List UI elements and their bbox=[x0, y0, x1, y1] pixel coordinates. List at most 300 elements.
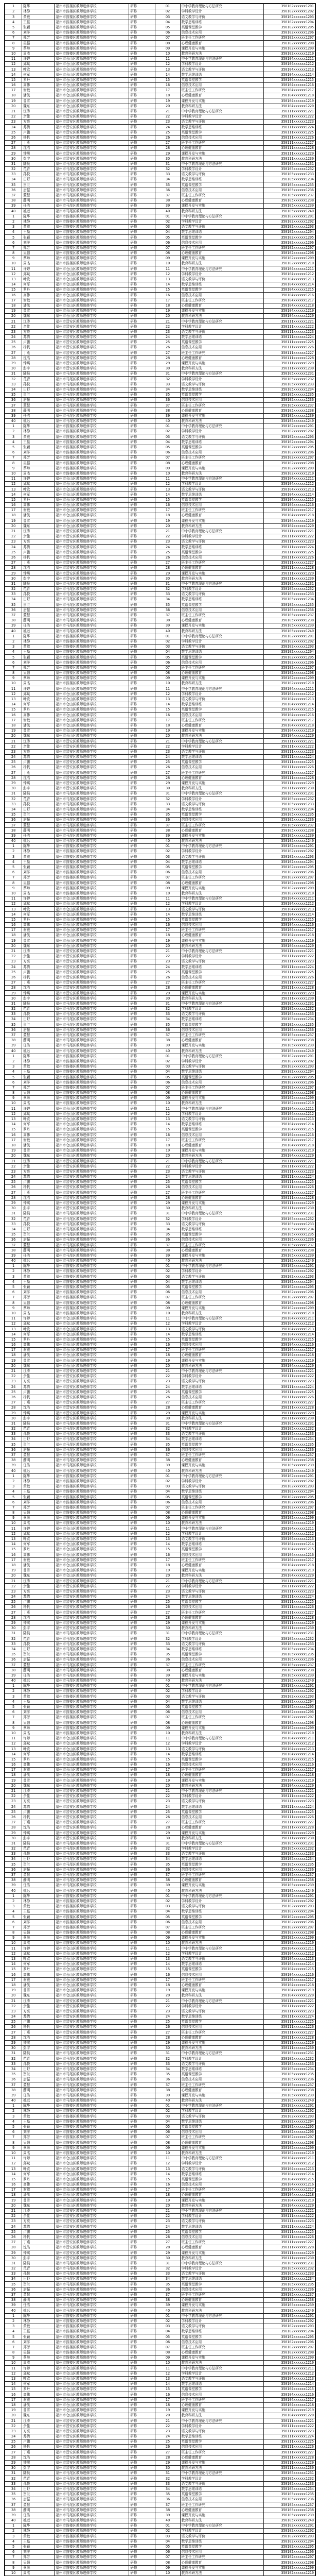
organization: 福州市马尾区教师进修学校 bbox=[55, 2282, 129, 2287]
id-number: 350104xxxxxx1218 bbox=[264, 1353, 315, 1358]
training-type: 研修 bbox=[129, 1541, 155, 1547]
course-code: 24 bbox=[155, 545, 180, 550]
course-title: 心理健康教育 bbox=[180, 566, 264, 571]
course-code: 09 bbox=[155, 676, 180, 681]
row-number: 1 bbox=[5, 634, 22, 639]
row-number: 6 bbox=[5, 1920, 22, 1925]
row-number: 39 bbox=[5, 623, 22, 629]
organization: 福州市鼓楼区教师进修学校 bbox=[55, 2313, 129, 2318]
training-type: 研修 bbox=[129, 1946, 155, 1951]
training-type: 研修 bbox=[129, 492, 155, 497]
person-name: 林静 bbox=[22, 9, 55, 14]
table-row bbox=[5, 398, 315, 403]
training-type: 研修 bbox=[129, 2234, 155, 2240]
training-type: 研修 bbox=[129, 14, 155, 20]
training-type: 研修 bbox=[129, 355, 155, 361]
organization: 福州市晋安区教师进修学校 bbox=[55, 2219, 129, 2224]
row-number: 31 bbox=[5, 2261, 22, 2266]
course-title: 英语课堂教学 bbox=[180, 1652, 264, 1657]
training-type: 研修 bbox=[129, 513, 155, 518]
training-type: 研修 bbox=[129, 245, 155, 250]
person-name: 蔡琳 bbox=[22, 2355, 55, 2361]
course-title: 教育科研方法 bbox=[180, 51, 264, 56]
course-title: 教育科研方法 bbox=[180, 104, 264, 109]
course-title: 语文教学与评价 bbox=[180, 1589, 264, 1594]
id-number: 350111xxxxxx1226 bbox=[264, 1815, 315, 1820]
course-code: 39 bbox=[155, 1043, 180, 1048]
person-name: 苏倩 bbox=[22, 545, 55, 550]
course-title: 英语课堂教学 bbox=[180, 25, 264, 30]
course-title: 信息技术应用 bbox=[180, 1605, 264, 1610]
row-number: 11 bbox=[5, 476, 22, 481]
row-number: 27 bbox=[5, 1610, 22, 1615]
course-title: 语文教学与评价 bbox=[180, 1012, 264, 1017]
course-title: 数学思维训练 bbox=[180, 1174, 264, 1179]
course-title: 语文教学与评价 bbox=[180, 1852, 264, 1857]
row-number: 17 bbox=[5, 508, 22, 513]
row-number: 34 bbox=[5, 1017, 22, 1022]
course-title: 信息技术应用 bbox=[180, 450, 264, 455]
course-code: 05 bbox=[155, 1495, 180, 1500]
organization: 福州市仓山区教师进修学校 bbox=[55, 487, 129, 492]
course-code: 21 bbox=[155, 1998, 180, 2004]
course-title: 课程开发与实施 bbox=[180, 728, 264, 733]
training-type: 研修 bbox=[129, 1411, 155, 1416]
id-number: 350105xxxxxx1239 bbox=[264, 1673, 315, 1678]
course-title: 心理健康教育 bbox=[180, 775, 264, 781]
course-title: 心理健康教育 bbox=[180, 2297, 264, 2302]
training-type: 研修 bbox=[129, 529, 155, 534]
table-row bbox=[5, 1757, 315, 1762]
table-row bbox=[5, 948, 315, 954]
table-row bbox=[5, 629, 315, 634]
id-number: 350102xxxxxx1208 bbox=[264, 1720, 315, 1725]
id-number: 350102xxxxxx1207 bbox=[264, 1505, 315, 1510]
id-number: 350102xxxxxx1210 bbox=[264, 2150, 315, 2156]
table-row bbox=[5, 2439, 315, 2445]
training-type: 研修 bbox=[129, 1668, 155, 1673]
table-row bbox=[5, 135, 315, 140]
table-row bbox=[5, 2424, 315, 2429]
course-title: 数学思维训练 bbox=[180, 282, 264, 287]
course-title: 中小学教育理论与方法研究 bbox=[180, 1893, 264, 1899]
course-code: 16 bbox=[155, 922, 180, 927]
training-type: 研修 bbox=[129, 2439, 155, 2445]
organization: 福州市鼓楼区教师进修学校 bbox=[55, 1473, 129, 1479]
table-row bbox=[5, 2240, 315, 2245]
id-number: 350111xxxxxx1228 bbox=[264, 986, 315, 991]
id-number: 350111xxxxxx1230 bbox=[264, 1625, 315, 1631]
table-row bbox=[5, 1568, 315, 1573]
id-number: 350105xxxxxx1239 bbox=[264, 1043, 315, 1048]
course-title: 信息技术应用 bbox=[180, 1867, 264, 1872]
organization: 福州市鼓楼区教师进修学校 bbox=[55, 865, 129, 870]
organization: 福州市仓山区教师进修学校 bbox=[55, 2371, 129, 2376]
organization: 福州市马尾区教师进修学校 bbox=[55, 1211, 129, 1216]
person-name: 田野 bbox=[22, 597, 55, 602]
person-name: 高伟 bbox=[22, 713, 55, 718]
course-code: 35 bbox=[155, 392, 180, 397]
row-number: 14 bbox=[5, 1961, 22, 1967]
organization: 福州市晋安区教师进修学校 bbox=[55, 1159, 129, 1164]
training-type: 研修 bbox=[129, 1211, 155, 1216]
course-code: 32 bbox=[155, 586, 180, 591]
id-number: 350111xxxxxx1228 bbox=[264, 2455, 315, 2460]
table-row bbox=[5, 1657, 315, 1663]
organization: 福州市仓山区教师进修学校 bbox=[55, 1526, 129, 1531]
table-row bbox=[5, 1684, 315, 1689]
course-code: 12 bbox=[155, 1531, 180, 1536]
training-type: 研修 bbox=[129, 1064, 155, 1069]
course-code: 08 bbox=[155, 880, 180, 886]
table-row bbox=[5, 1495, 315, 1500]
person-name: 潘凯 bbox=[22, 1143, 55, 1148]
course-code: 29 bbox=[155, 151, 180, 156]
table-row bbox=[5, 681, 315, 686]
training-type: 研修 bbox=[129, 1867, 155, 1872]
training-type: 研修 bbox=[129, 2245, 155, 2250]
row-number: 15 bbox=[5, 1127, 22, 1132]
row-number: 30 bbox=[5, 1206, 22, 1211]
course-code: 18 bbox=[155, 723, 180, 728]
table-row bbox=[5, 2030, 315, 2035]
person-name: 郑芳 bbox=[22, 665, 55, 670]
organization: 福州市仓山区教师进修学校 bbox=[55, 67, 129, 72]
training-type: 研修 bbox=[129, 566, 155, 571]
course-title: 数学思维训练 bbox=[180, 2119, 264, 2124]
training-type: 研修 bbox=[129, 912, 155, 917]
training-type: 研修 bbox=[129, 398, 155, 403]
row-number: 37 bbox=[5, 2292, 22, 2297]
person-name: 余佳 bbox=[22, 1164, 55, 1169]
table-row bbox=[5, 2150, 315, 2156]
training-type: 研修 bbox=[129, 1111, 155, 1116]
id-number: 350111xxxxxx1228 bbox=[264, 355, 315, 361]
training-type: 研修 bbox=[129, 502, 155, 507]
organization: 福州市马尾区教师进修学校 bbox=[55, 2297, 129, 2302]
course-title: 班主任工作研究 bbox=[180, 2082, 264, 2088]
training-type: 研修 bbox=[129, 1825, 155, 1831]
training-type: 研修 bbox=[129, 2035, 155, 2040]
table-row bbox=[5, 796, 315, 802]
person-name: 田野 bbox=[22, 177, 55, 182]
row-number: 6 bbox=[5, 2549, 22, 2554]
id-number: 350102xxxxxx1209 bbox=[264, 2145, 315, 2150]
course-code: 08 bbox=[155, 1300, 180, 1306]
table-row bbox=[5, 298, 315, 303]
course-code: 24 bbox=[155, 334, 180, 340]
id-number: 350105xxxxxx1232 bbox=[264, 1636, 315, 1641]
organization: 福州市仓山区教师进修学校 bbox=[55, 497, 129, 502]
row-number: 29 bbox=[5, 2040, 22, 2045]
id-number: 350111xxxxxx1223 bbox=[264, 329, 315, 334]
person-name: 方亮 bbox=[22, 120, 55, 125]
table-row bbox=[5, 1678, 315, 1683]
row-number: 26 bbox=[5, 1605, 22, 1610]
course-code: 25 bbox=[155, 1389, 180, 1395]
id-number: 350111xxxxxx1228 bbox=[264, 1615, 315, 1620]
course-code: 36 bbox=[155, 2497, 180, 2502]
id-number: 350104xxxxxx1217 bbox=[264, 1977, 315, 1982]
organization: 福州市鼓楼区教师进修学校 bbox=[55, 30, 129, 35]
course-title: 教育科研方法 bbox=[180, 1993, 264, 1998]
course-code: 11 bbox=[155, 2366, 180, 2371]
table-row bbox=[5, 1936, 315, 1941]
training-type: 研修 bbox=[129, 1395, 155, 1400]
table-row bbox=[5, 1442, 315, 1447]
id-number: 350102xxxxxx1205 bbox=[264, 445, 315, 450]
course-code: 19 bbox=[155, 308, 180, 313]
course-code: 21 bbox=[155, 529, 180, 534]
course-title: 中小学教育理论与方法研究 bbox=[180, 371, 264, 377]
row-number: 13 bbox=[5, 1116, 22, 1122]
row-number: 38 bbox=[5, 1458, 22, 1463]
table-row bbox=[5, 14, 315, 20]
training-type: 研修 bbox=[129, 1080, 155, 1085]
id-number: 350105xxxxxx1238 bbox=[264, 1038, 315, 1043]
course-title: 中小学教育理论与方法研究 bbox=[180, 319, 264, 324]
row-number: 27 bbox=[5, 560, 22, 565]
row-number: 28 bbox=[5, 1615, 22, 1620]
id-number: 350104xxxxxx1213 bbox=[264, 277, 315, 282]
organization: 福州市马尾区教师进修学校 bbox=[55, 1006, 129, 1011]
training-type: 研修 bbox=[129, 2014, 155, 2019]
row-number: 6 bbox=[5, 870, 22, 875]
id-number: 350111xxxxxx1222 bbox=[264, 954, 315, 959]
id-number: 350105xxxxxx1240 bbox=[264, 1888, 315, 1893]
table-row bbox=[5, 1610, 315, 1615]
id-number: 350111xxxxxx1222 bbox=[264, 1374, 315, 1379]
row-number: 3 bbox=[5, 644, 22, 649]
person-name: 罗丹 bbox=[22, 1127, 55, 1132]
course-code: 20 bbox=[155, 2203, 180, 2208]
course-code: 29 bbox=[155, 781, 180, 786]
organization: 福州市马尾区教师进修学校 bbox=[55, 1227, 129, 1232]
row-number: 6 bbox=[5, 1080, 22, 1085]
table-row bbox=[5, 1174, 315, 1179]
course-title: 中小学教育理论与方法研究 bbox=[180, 1264, 264, 1269]
table-row bbox=[5, 1967, 315, 1972]
organization: 福州市晋安区教师进修学校 bbox=[55, 744, 129, 749]
table-row bbox=[5, 2465, 315, 2470]
course-code: 22 bbox=[155, 2424, 180, 2429]
row-number: 10 bbox=[5, 471, 22, 476]
row-number: 19 bbox=[5, 938, 22, 943]
course-title: 信息技术应用 bbox=[180, 765, 264, 770]
id-number: 350102xxxxxx1201 bbox=[264, 2523, 315, 2529]
course-title: 课程开发与实施 bbox=[180, 991, 264, 996]
course-code: 33 bbox=[155, 1012, 180, 1017]
person-name: 孙悦 bbox=[22, 1012, 55, 1017]
person-name: 余佳 bbox=[22, 1584, 55, 1589]
id-number: 350105xxxxxx1240 bbox=[264, 1678, 315, 1683]
organization: 福州市仓山区教师进修学校 bbox=[55, 1747, 129, 1752]
table-row bbox=[5, 2077, 315, 2082]
row-number: 34 bbox=[5, 2066, 22, 2072]
organization: 福州市马尾区教师进修学校 bbox=[55, 1432, 129, 1437]
id-number: 350104xxxxxx1211 bbox=[264, 1106, 315, 1111]
course-title: 英语课堂教学 bbox=[180, 602, 264, 607]
row-number: 29 bbox=[5, 571, 22, 576]
person-name: 黄敏 bbox=[22, 2534, 55, 2539]
course-code: 10 bbox=[155, 261, 180, 266]
person-name: 潘凯 bbox=[22, 1353, 55, 1358]
person-name: 陈华 bbox=[22, 214, 55, 219]
course-title: 英语课堂教学 bbox=[180, 1757, 264, 1762]
training-type: 研修 bbox=[129, 1625, 155, 1631]
organization: 福州市鼓楼区教师进修学校 bbox=[55, 1704, 129, 1709]
id-number: 350111xxxxxx1229 bbox=[264, 571, 315, 576]
id-number: 350104xxxxxx1220 bbox=[264, 1573, 315, 1579]
row-number: 15 bbox=[5, 77, 22, 82]
course-title: 学科教学设计 bbox=[180, 534, 264, 539]
organization: 福州市马尾区教师进修学校 bbox=[55, 1673, 129, 1678]
table-row bbox=[5, 1006, 315, 1011]
table-row bbox=[5, 41, 315, 46]
course-code: 04 bbox=[155, 1909, 180, 1914]
id-number: 350105xxxxxx1234 bbox=[264, 387, 315, 392]
course-code: 32 bbox=[155, 1846, 180, 1851]
course-code: 38 bbox=[155, 1248, 180, 1253]
table-row bbox=[5, 1636, 315, 1641]
table-row bbox=[5, 2261, 315, 2266]
course-title: 信息技术应用 bbox=[180, 1290, 264, 1295]
training-type: 研修 bbox=[129, 576, 155, 581]
table-row bbox=[5, 439, 315, 445]
course-title: 数学思维训练 bbox=[180, 177, 264, 182]
training-type: 研修 bbox=[129, 193, 155, 198]
training-type: 研修 bbox=[129, 1783, 155, 1788]
course-code: 11 bbox=[155, 2156, 180, 2161]
person-name: 唐振 bbox=[22, 2497, 55, 2502]
person-name: 杨帆 bbox=[22, 2445, 55, 2450]
organization: 福州市仓山区教师进修学校 bbox=[55, 922, 129, 927]
course-title: 语文教学与评价 bbox=[180, 277, 264, 282]
table-row bbox=[5, 2245, 315, 2250]
training-type: 研修 bbox=[129, 476, 155, 481]
id-number: 350105xxxxxx1232 bbox=[264, 1006, 315, 1011]
training-type: 研修 bbox=[129, 1495, 155, 1500]
course-title: 中小学教育理论与方法研究 bbox=[180, 2313, 264, 2318]
row-number: 19 bbox=[5, 728, 22, 733]
table-row bbox=[5, 2219, 315, 2224]
row-number: 17 bbox=[5, 1977, 22, 1982]
table-row bbox=[5, 660, 315, 665]
organization: 福州市鼓楼区教师进修学校 bbox=[55, 2150, 129, 2156]
organization: 福州市仓山区教师进修学校 bbox=[55, 1106, 129, 1111]
id-number: 350102xxxxxx1202 bbox=[264, 1059, 315, 1064]
course-title: 英语课堂教学 bbox=[180, 550, 264, 555]
training-type: 研修 bbox=[129, 739, 155, 744]
person-name: 吴强 bbox=[22, 1300, 55, 1306]
id-number: 350111xxxxxx1226 bbox=[264, 2234, 315, 2240]
person-name: 苏倩 bbox=[22, 334, 55, 340]
row-number: 18 bbox=[5, 933, 22, 938]
id-number: 350105xxxxxx1235 bbox=[264, 1232, 315, 1237]
id-number: 350104xxxxxx1213 bbox=[264, 2376, 315, 2381]
row-number: 17 bbox=[5, 1348, 22, 1353]
id-number: 350105xxxxxx1234 bbox=[264, 597, 315, 602]
id-number: 350105xxxxxx1238 bbox=[264, 1668, 315, 1673]
row-number: 39 bbox=[5, 2513, 22, 2518]
training-type: 研修 bbox=[129, 1447, 155, 1452]
course-code: 39 bbox=[155, 2513, 180, 2518]
id-number: 350102xxxxxx1206 bbox=[264, 1500, 315, 1505]
person-name: 王磊 bbox=[22, 1279, 55, 1284]
row-number: 21 bbox=[5, 1368, 22, 1374]
training-type: 研修 bbox=[129, 1358, 155, 1363]
course-title: 语文教学与评价 bbox=[180, 2166, 264, 2172]
row-number: 14 bbox=[5, 2381, 22, 2386]
table-row bbox=[5, 1432, 315, 1437]
id-number: 350105xxxxxx1237 bbox=[264, 823, 315, 828]
id-number: 350111xxxxxx1221 bbox=[264, 1788, 315, 1793]
training-type: 研修 bbox=[129, 2429, 155, 2434]
id-number: 350104xxxxxx1217 bbox=[264, 1768, 315, 1773]
row-number: 26 bbox=[5, 345, 22, 350]
organization: 福州市晋安区教师进修学校 bbox=[55, 1389, 129, 1395]
row-number: 5 bbox=[5, 655, 22, 660]
table-row bbox=[5, 1206, 315, 1211]
course-title: 语文教学与评价 bbox=[180, 434, 264, 439]
course-code: 15 bbox=[155, 2177, 180, 2182]
training-type: 研修 bbox=[129, 2256, 155, 2261]
training-type: 研修 bbox=[129, 2104, 155, 2109]
course-code: 21 bbox=[155, 739, 180, 744]
table-row bbox=[5, 2145, 315, 2150]
row-number: 7 bbox=[5, 455, 22, 461]
id-number: 350111xxxxxx1223 bbox=[264, 1379, 315, 1384]
person-name: 蔡琳 bbox=[22, 1516, 55, 1521]
person-name: 任洁 bbox=[22, 623, 55, 629]
person-name: 周杰 bbox=[22, 471, 55, 476]
course-title: 信息技术应用 bbox=[180, 1815, 264, 1820]
course-title: 学科教学设计 bbox=[180, 2109, 264, 2114]
training-type: 研修 bbox=[129, 424, 155, 429]
course-title: 教育科研方法 bbox=[180, 2256, 264, 2261]
person-name: 董慧 bbox=[22, 1452, 55, 1458]
table-row bbox=[5, 1353, 315, 1358]
training-type: 研修 bbox=[129, 340, 155, 345]
training-type: 研修 bbox=[129, 618, 155, 623]
organization: 福州市仓山区教师进修学校 bbox=[55, 718, 129, 723]
course-code: 35 bbox=[155, 182, 180, 188]
training-type: 研修 bbox=[129, 2250, 155, 2256]
course-title: 班主任工作研究 bbox=[180, 1925, 264, 1930]
row-number: 5 bbox=[5, 1704, 22, 1709]
table-row bbox=[5, 1348, 315, 1353]
id-number: 350111xxxxxx1226 bbox=[264, 2445, 315, 2450]
id-number: 350104xxxxxx1217 bbox=[264, 2188, 315, 2193]
table-row bbox=[5, 2287, 315, 2292]
id-number: 350111xxxxxx1228 bbox=[264, 775, 315, 781]
training-type: 研修 bbox=[129, 1101, 155, 1106]
row-number: 5 bbox=[5, 1914, 22, 1920]
course-title: 英语课堂教学 bbox=[180, 1862, 264, 1867]
course-title: 英语课堂教学 bbox=[180, 235, 264, 240]
training-type: 研修 bbox=[129, 72, 155, 77]
organization: 福州市马尾区教师进修学校 bbox=[55, 828, 129, 833]
table-row bbox=[5, 361, 315, 366]
table-row bbox=[5, 272, 315, 277]
row-number: 24 bbox=[5, 1804, 22, 1809]
id-number: 350105xxxxxx1236 bbox=[264, 188, 315, 193]
table-row bbox=[5, 293, 315, 298]
course-title: 心理健康教育 bbox=[180, 1300, 264, 1306]
course-title: 心理健康教育 bbox=[180, 461, 264, 466]
course-code: 33 bbox=[155, 172, 180, 177]
table-row bbox=[5, 1668, 315, 1673]
